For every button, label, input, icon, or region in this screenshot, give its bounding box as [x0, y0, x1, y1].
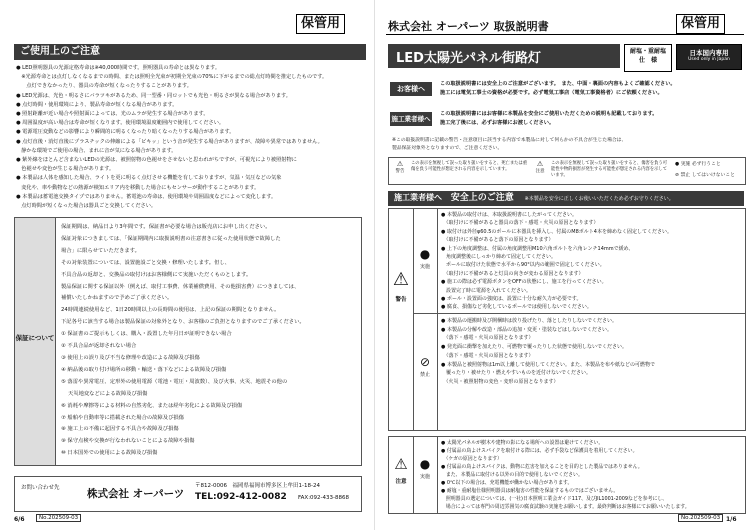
warning-must-line: ● 施工の際は必ず電源ボタンをOFFの状態にし、施工を行ってください。 — [441, 279, 607, 286]
left-page — [0, 0, 370, 530]
warning-prohibit-line: ● 本製品と被照射物は1m以上離して使用してください。また、本製品を布や紙などの可燃物で — [441, 361, 656, 368]
left-note-line: ● 電源電圧変動などの影響により瞬間的に明るくなったり暗くなったりする場合があります。 — [16, 129, 235, 136]
left-notes-title: ご使用上のご注意 — [20, 46, 100, 57]
safety-tag: 施工業者様へ — [394, 193, 442, 202]
legend-caution-text: この表示を無視して誤った取り扱いをすると、傷害を負う可能性や物的損害が発生する可能性が想定される内容を示しています。 — [551, 161, 668, 178]
left-note-line: ● 周囲温度が高い場合は寿命が短くなります。使用環境温度範囲内で使用してください。 — [16, 120, 225, 127]
warranty-line: ① 保証書のご提示もしくは、購入・設置した年月日が証明できない場合 — [61, 331, 232, 338]
left-note-line: 点灯できなかったり、器具の寿命が短くなったりすることがあります。 — [16, 83, 192, 90]
customer-notice — [440, 80, 676, 98]
left-note-line: 色褪せや変色が生じる場合があります。 — [16, 166, 115, 173]
caution-line: ● 付属品の鳥よけスパイクを取付ける際には、必ず手袋など保護具を着用してください。 — [441, 448, 638, 454]
customer-line: この取扱説明書には安全上のご注意がございます。 また、中面・裏面の内容もよくご確認ください。 — [440, 81, 676, 87]
warranty-line: 場合」に限らせていただきます。 — [61, 247, 140, 254]
legend-prohibit — [675, 171, 735, 178]
warning-label-cell — [389, 209, 414, 430]
installer-tag: 施工業者様へ — [390, 112, 432, 126]
left-note-line: ● 紫外線をほとんど含まないLEDの光源は、被照射物の色褪せをさせないと思われがちですが、可視光により被照射物に — [16, 157, 297, 164]
company-fax: FAX:092-433-8868 — [298, 495, 350, 501]
caution-label: 注意 — [395, 479, 407, 485]
left-note-line: ● 点灯直後・消灯直後にプラスチックの伸縮による「ピキッ」という音が発生する場合がありますが、故障や異常ではありません。 — [16, 138, 323, 145]
page-divider — [374, 0, 375, 530]
warning-must-line: （取付けに不備があると灯具の向きが変わる原因となります） — [441, 270, 584, 277]
warranty-line: ⑦ 船舶や自動車等に搭載された場合の故障及び損傷 — [61, 414, 184, 421]
caution-line: 照明器具の選定については、(一社)日本照明工業会ガイド117、及びJIL1001-2009などを参考にし、 — [441, 496, 668, 502]
legend-prohibit-text: してはいけないこと — [691, 173, 735, 178]
warranty-line: ⑩ 日本国外での使用による故障及び損傷 — [61, 450, 158, 457]
left-note-line: ● 点灯時間・使用環境により、製品寿命が短くなる場合があります。 — [16, 101, 178, 108]
warning-must-line: （取付けに不備があると落下の原因となります） — [441, 237, 554, 244]
product-banner — [388, 44, 620, 68]
caution-line: （ケガの原因となります） — [441, 456, 503, 462]
legend-prohibit-word: 禁止 — [680, 173, 691, 178]
warranty-line: 天災地変などによる故障及び損傷 — [61, 390, 148, 397]
warning-prohibit-line: （落下・感電・火災の原因となります） — [441, 335, 534, 342]
caution-line: ● 付属品の鳥よけスパイクは、動物に危害を加えることを目的とした製品ではありません。 — [441, 464, 643, 470]
warning-prohibit-line: （火災・被照射物の変色・変形の原因となります） — [441, 378, 559, 385]
caution-list — [441, 439, 690, 511]
warning-prohibit-line: （落下・感電・火災の原因となります） — [441, 352, 534, 359]
left-note-line: 点灯時間が短くなった場合は器具ごと交換してください。 — [16, 203, 157, 210]
header-rule — [386, 34, 744, 35]
warning-must-line: ● 上下の角度調整は、付属の角度調整用M10六角ボルトを六角レンチ14mmで緩め、 — [441, 245, 634, 252]
warning-prohibit-list — [441, 317, 655, 387]
safety-title: 安全上のご注意 — [450, 193, 514, 203]
warning-prohibit-line: ● 発光面に衝撃を加えたり、可燃物で覆ったりした状態で使用しないでください。 — [441, 344, 627, 351]
warranty-line: 不具合品の返却と、交換品の取付けはお客様側にて実施いただくものとします。 — [61, 271, 252, 278]
warning-must-list — [441, 211, 672, 312]
customer-line: 施工には電気工事士の資格が必要です。必ず電気工事店（電気工事資格者）にご依頼ください。 — [440, 90, 663, 96]
warning-label: 警告 — [395, 297, 407, 303]
left-doc-number — [36, 514, 81, 522]
warranty-text — [61, 222, 305, 460]
japan-only-badge — [676, 44, 742, 70]
warning-must-line: 設置完了時に電源を入れてください。 — [441, 287, 532, 294]
installer-notice — [440, 110, 657, 128]
left-note-line: ● 本製品は人体を感知した場合、ライトを更に明るく点灯させる機能を有しておりますが、気温・気圧などの気象 — [16, 175, 282, 182]
product-title: LED太陽光パネル街路灯 — [396, 51, 541, 66]
left-note-line: ● LED光源は、光色・明るさにバラツキがあるため、同一型番・同ロットでも光色・明るさが異なる場合があります。 — [16, 92, 291, 99]
warning-prohibit-line: ● 本製品の運搬時及び開梱時は放り投げたり、落としたりしないでください。 — [441, 318, 617, 324]
warning-prohibit-line: ● 本製品の分解や改造・部品の追加・変更・塗装などはしないでください。 — [441, 326, 612, 333]
warning-block — [388, 208, 746, 431]
manual-header-title: 株式会社 オーパーツ 取扱説明書 — [388, 20, 549, 33]
caution-block — [388, 436, 746, 514]
safety-subtitle: ※本製品を安全に正しくお使いいただくため必ずお守りください。 — [524, 196, 674, 202]
legend-prohibit-icon: ⊘ — [675, 173, 680, 178]
company-name: 株式会社 オーパーツ — [87, 488, 185, 500]
warranty-line: ⑥ 消耗や摩擦等による材料の自然劣化、または経年劣化による故障及び損傷 — [61, 402, 243, 409]
warning-row-divider — [413, 313, 437, 314]
right-keep-stamp: 保管用 — [676, 14, 725, 34]
left-note-line: ● 本製品は蓄電池交換タイプではありません。蓄電池の寿命は、使用環境や周囲温度などによって変化します。 — [16, 193, 277, 200]
prohibit-label: 禁止 — [419, 372, 430, 378]
warranty-line: ③ 使用上の誤り及び不当な修理や改造による故障及び損傷 — [61, 354, 200, 361]
installer-line: この取扱説明書にはお客様に本製品を安全にご使用いただくための説明も記載しております。 — [440, 111, 658, 117]
warning-must-line: ● 本製品の取付けは、本取扱説明書にしたがってください。 — [441, 212, 577, 218]
caution-line: ● 耐塩・重耐塩仕様照明器具は耐塩害の性能を保証するものではございません。 — [441, 488, 619, 494]
caution-line: ● 0℃以下の場合は、充電機能が働かない場合があります。 — [441, 480, 573, 486]
warranty-line: 補償いたしかねますので予めご了承ください。 — [61, 295, 173, 302]
customer-tag: お客様へ — [390, 82, 432, 96]
left-notes-header — [14, 44, 366, 60]
company-address: 〒812-0006 福岡県福岡市博多区上牟田1-18-24 — [195, 483, 320, 489]
must-do-label: 実施 — [419, 264, 430, 270]
warranty-line: 下記各号に該当する場合は製品保証の対象外となり、お客様のご負担となりますのでご了承ください。 — [61, 319, 305, 326]
left-page-number: 6/6 — [14, 516, 25, 523]
safety-header — [388, 191, 744, 206]
legend-warning-text: この表示を無視して誤った取り扱いをすると、死亡または重傷を負う可能性が想定される内容を示しています。 — [411, 161, 528, 172]
contact-box — [14, 476, 362, 512]
legend-must-icon: ● — [675, 162, 680, 167]
legend-caution-icon: ⚠ 注意 — [532, 160, 548, 174]
legend-warning-word: 警告 — [395, 169, 405, 174]
warning-must-line: ● 取付けは外径φ60.5のポールに本器具を挿入し、付属のM8ボルト4本を締めなく固定してください。 — [441, 228, 672, 235]
caution-label-cell — [389, 437, 414, 513]
contact-label: お問い合わせ先 — [21, 485, 60, 491]
warranty-line: ⑨ 保守点検や交換が行なわれないことによる故障や損傷 — [61, 438, 195, 445]
left-note-line: ● 照射距離が近い場合や照射面によっては、光のムラが発生する場合があります。 — [16, 111, 209, 118]
right-doc-number-tag: No.202509-03 — [678, 514, 723, 522]
legend-must-text: 必ず行うこと — [691, 162, 721, 167]
warranty-line: ⑧ 施工上の不備に起因する不具合や故障及び損傷 — [61, 426, 179, 433]
right-page — [380, 0, 750, 530]
caution-must-label: 実施 — [419, 474, 430, 480]
warning-triangle-icon: ⚠ — [392, 269, 410, 290]
warranty-line: 製品保証に関する保証以外（例えば、取付工事費、休業補償費用、その他損害費）につきましては、 — [61, 283, 300, 290]
caution-line: ● 太陽光パネルが樹木や建物の影になる場所への設置は避けてください。 — [441, 440, 604, 446]
warranty-note-line-2: 製品保証対象外となりますので、ご注意ください。 — [392, 146, 503, 151]
legend-must-word: 実施 — [680, 162, 691, 167]
warning-must-line: ● ポール・設置面の強度は、設置に十分な耐久力が必要です。 — [441, 296, 582, 303]
warranty-line: ④ 納品後の取り付け場所の移動・輸送・落下などによる故障及び損傷 — [61, 366, 227, 373]
left-doc-number-tag: No.202509-03 — [36, 514, 81, 522]
legend-warning-icon: ⚠ 警告 — [392, 160, 408, 174]
left-note-line: 変化や、車や動物などの熱源が検知エリア内を移動した場合にもセンサーが動作することがあります。 — [16, 184, 260, 191]
must-do-icon: ● — [419, 247, 431, 261]
warning-text-divider — [437, 313, 745, 314]
warning-must-line: 角度調整後にしっかり締めて固定してください。 — [441, 254, 557, 261]
warranty-line: ⑤ 落雷や異常電圧、定形外の使用電源（電池・電圧・周波数）、及び火事、火災、地震その他の — [61, 378, 288, 385]
caution-must-icon: ● — [419, 457, 431, 471]
warning-must-line: （取付けに不備があると器具の落下・感電・火災の原因となります） — [441, 220, 599, 227]
spec-label: 耐塩・重耐塩 仕 様 — [624, 44, 672, 72]
caution-line: また、本製品に取付ける以外の目的で使用しないでください。 — [441, 472, 583, 478]
warranty-line: 24時間連続使用など、1日20時間以上の長時間の使用は、上記の保証の期間となりません。 — [61, 307, 280, 314]
warranty-line: その対象装置については、設置施設ごと交換・修理いたします。但し、 — [61, 259, 230, 266]
prohibit-icon: ⊘ — [419, 355, 431, 369]
japan-only-label: 日本国内専用 — [689, 49, 729, 57]
right-doc-number — [678, 514, 723, 522]
warning-prohibit-line: 覆ったり・被せたり・燃えやすいものを近付けないでください。 — [441, 370, 592, 377]
warranty-line: 保証対象につきましては、「保証期間内に取扱説明書の注意書きに従った使用状態で故障した — [61, 235, 281, 242]
caution-action-cell — [413, 437, 438, 513]
left-note-line: ※光源寿命とは点灯しなくなるまでの時間、または照明全光束が初期全光束の70%に下がるまでの総点灯時間を推定したものです。 — [16, 74, 328, 81]
caution-triangle-icon: ⚠ — [394, 455, 408, 473]
warranty-label-cell — [15, 218, 56, 465]
caution-line: 場合によっては専門の周辺雰囲気の腐食試験の実施をお願いします。最終判断はお客様にてお願いいたします。 — [441, 504, 690, 510]
left-note-line: 静かな環境でご使用の場合、まれに音が気になる場合があります。 — [16, 147, 177, 154]
legend-caution-word: 注意 — [535, 169, 545, 174]
warranty-line: 保証期間は、納品日より3年間です。保証書が必要な場合は販売店にお申し出ください。 — [61, 224, 271, 230]
legend-box — [388, 157, 746, 185]
warning-action-cell — [413, 209, 438, 430]
left-notes-list — [16, 64, 360, 211]
company-tel: TEL:092-412-0082 — [195, 492, 287, 502]
japan-only-sub: Used only in Japan — [688, 57, 730, 62]
warning-must-line: ポールに取付けた状態で水平から90°以内の範囲で固定してください。 — [441, 262, 605, 269]
warranty-note-line-1: ※この取扱説明書に記載の警告・注意項目に該当する内容で本製品に対して何らかの不具合が生じた場合は、 — [392, 138, 627, 143]
left-keep-stamp: 保管用 — [296, 14, 345, 34]
warranty-label: 保証について — [15, 334, 55, 342]
legend-must — [675, 160, 721, 167]
right-page-number: 1/6 — [726, 516, 737, 523]
warning-must-line: ● 腐食、損傷など劣化しているポールでは使用しないでください。 — [441, 304, 592, 311]
left-note-line: ● LED照明器具の光源定格寿命は※40,000時間です。照明器具の寿命とは異なります。 — [16, 65, 221, 71]
warranty-line: ② 不具合品が返却されない場合 — [61, 343, 137, 350]
installer-line: 施工完了後には、必ずお客様にお渡しください。 — [440, 120, 555, 126]
warranty-box — [14, 217, 362, 466]
